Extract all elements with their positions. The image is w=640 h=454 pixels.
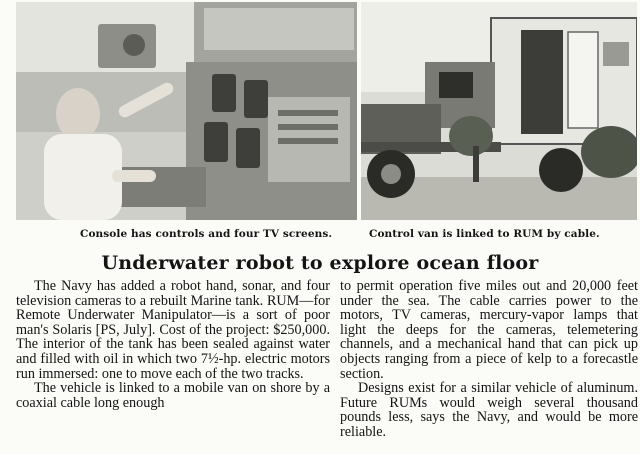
article-paragraph: The vehicle is linked to a mobile van on shore by a coaxial cable long enough <box>16 380 330 411</box>
console-photo <box>16 2 357 220</box>
van-photo-caption: Control van is linked to RUM by cable. <box>369 228 600 240</box>
article-paragraph-continued: to permit operation five miles out and 20,000 feet under the sea. The cable carries power to the motors, TV cameras, mercury-vapor lamps that light the deeps for the cameras, telemetering channels, and a mechanical hand that can pick up objects ranging from a piece of kelp to a forecastle section. <box>340 278 638 382</box>
article-headline: Underwater robot to explore ocean floor <box>101 252 539 274</box>
console-photo-caption: Console has controls and four TV screens. <box>80 228 333 240</box>
article-paragraph: The Navy has added a robot hand, sonar, and four television cameras to a rebuilt Marine tank. RUM—for Remote Underwater Manipulator—is a sort of poor man's Solaris [PS, July]. Cost of the project: $250,000. The interior of the tank has been sealed against water and filled with oil in which two 7½-hp. electric motors run immersed: one to move each of the two tracks. <box>16 278 330 382</box>
article-column-right <box>340 279 638 440</box>
article-paragraph: Designs exist for a similar vehicle of aluminum. Future RUMs would weigh several thousand pounds less, says the Navy, and would be more reliable. <box>340 380 638 440</box>
article-column-left <box>16 279 330 410</box>
control-van-photo <box>361 2 637 220</box>
